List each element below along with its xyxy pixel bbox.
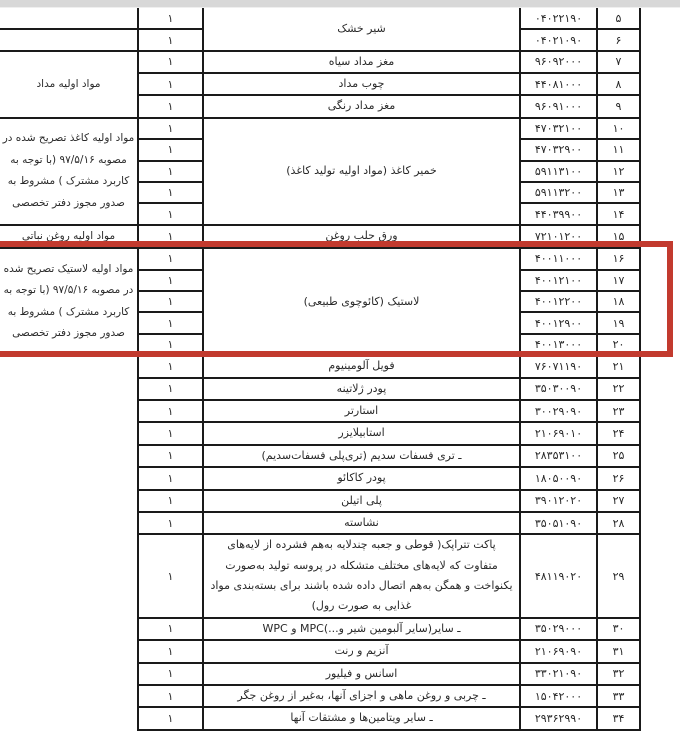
table-row [0,225,640,249]
hs-code-cell: ۵۹۱۱۳۱۰۰ [520,161,597,182]
description-cell: استارتر [203,400,520,422]
table-container [0,8,641,731]
table-row [0,355,640,377]
row-number-cell: ۲۶ [597,467,640,489]
hs-code-cell: ۵۹۱۱۳۲۰۰ [520,182,597,203]
group-note-cell [0,8,138,29]
hs-code-cell: ۲۱۰۶۹۰۱۰ [520,422,597,444]
row-number-cell: ۱۵ [597,225,640,249]
hs-code-cell: ۱۵۰۴۲۰۰۰ [520,685,597,707]
hs-code-cell: ۴۰۰۱۱۰۰۰ [520,248,597,269]
row-number-cell: ۳۲ [597,663,640,685]
hs-code-cell: ۳۵۰۲۹۰۰۰ [520,618,597,640]
hs-code-cell: ۳۹۰۱۲۰۲۰ [520,490,597,512]
count-cell: ۱ [138,29,203,50]
count-cell: ۱ [138,203,203,224]
hs-code-cell: ۴۴۰۸۱۰۰۰ [520,73,597,95]
row-number-cell: ۱۹ [597,312,640,333]
hs-code-cell: ۰۴۰۲۲۱۹۰ [520,8,597,29]
hs-code-cell: ۷۲۱۰۱۲۰۰ [520,225,597,249]
count-cell: ۱ [138,8,203,29]
row-number-cell: ۱۳ [597,182,640,203]
tariff-table [0,8,641,731]
group-note-cell [0,29,138,50]
row-number-cell: ۱۴ [597,203,640,224]
count-cell: ۱ [138,73,203,95]
description-cell: ـ سایر(سایر آلبومین شیر و...)MPC و WPC [203,618,520,640]
row-number-cell: ۲۴ [597,422,640,444]
count-cell: ۱ [138,490,203,512]
hs-code-cell: ۹۶۰۹۱۰۰۰ [520,95,597,117]
description-cell: پودر ژلاتینه [203,378,520,400]
description-cell: پلی اتیلن [203,490,520,512]
count-cell: ۱ [138,291,203,312]
row-number-cell: ۱۲ [597,161,640,182]
hs-code-cell: ۴۸۱۱۹۰۲۰ [520,534,597,617]
description-cell: ورق حلب روغن [203,225,520,249]
description-cell: خمیر کاغذ (مواد اولیه تولید کاغذ) [203,118,520,225]
row-number-cell: ۳۳ [597,685,640,707]
row-number-cell: ۲۲ [597,378,640,400]
description-cell: اسانس و فیلیور [203,663,520,685]
count-cell: ۱ [138,312,203,333]
description-cell: مغز مداد رنگی [203,95,520,117]
count-cell: ۱ [138,225,203,249]
row-number-cell: ۱۷ [597,270,640,291]
row-number-cell: ۷ [597,51,640,73]
page-top-edge [0,0,680,8]
hs-code-cell: ۴۷۰۳۲۹۰۰ [520,139,597,160]
description-cell: لاستیک (کائوچوی طبیعی) [203,248,520,355]
table-row [0,118,640,139]
count-cell: ۱ [138,248,203,269]
group-note-cell [0,355,138,729]
count-cell: ۱ [138,270,203,291]
row-number-cell: ۲۳ [597,400,640,422]
row-number-cell: ۶ [597,29,640,50]
description-cell: ـ تری فسفات سدیم (تری‌پلی فسفات‌سدیم) [203,445,520,467]
hs-code-cell: ۰۴۰۲۱۰۹۰ [520,29,597,50]
count-cell: ۱ [138,422,203,444]
hs-code-cell: ۲۹۳۶۲۹۹۰ [520,707,597,729]
count-cell: ۱ [138,534,203,617]
description-cell: شیر خشک [203,8,520,51]
tariff-table-body [0,8,640,730]
row-number-cell: ۲۰ [597,334,640,355]
table-row [0,51,640,73]
row-number-cell: ۲۹ [597,534,640,617]
row-number-cell: ۳۴ [597,707,640,729]
hs-code-cell: ۳۳۰۲۱۰۹۰ [520,663,597,685]
count-cell: ۱ [138,640,203,662]
count-cell: ۱ [138,618,203,640]
row-number-cell: ۱۰ [597,118,640,139]
hs-code-cell: ۲۱۰۶۹۰۹۰ [520,640,597,662]
hs-code-cell: ۴۰۰۱۳۰۰۰ [520,334,597,355]
description-cell: فویل آلومینیوم [203,355,520,377]
hs-code-cell: ۲۸۳۵۳۱۰۰ [520,445,597,467]
hs-code-cell: ۳۰۰۲۹۰۹۰ [520,400,597,422]
count-cell: ۱ [138,355,203,377]
hs-code-cell: ۴۰۰۱۲۹۰۰ [520,312,597,333]
count-cell: ۱ [138,182,203,203]
count-cell: ۱ [138,663,203,685]
table-row [0,248,640,269]
row-number-cell: ۱۶ [597,248,640,269]
hs-code-cell: ۳۵۰۵۱۰۹۰ [520,512,597,534]
count-cell: ۱ [138,707,203,729]
count-cell: ۱ [138,95,203,117]
row-number-cell: ۳۱ [597,640,640,662]
hs-code-cell: ۱۸۰۵۰۰۹۰ [520,467,597,489]
count-cell: ۱ [138,685,203,707]
description-cell: چوب مداد [203,73,520,95]
row-number-cell: ۵ [597,8,640,29]
description-cell: ـ چربی و روغن ماهی و اجزای آنها، به‌غیر از روغن جگر [203,685,520,707]
group-note-cell: مواد اولیه لاستیک تصریح شده در مصوبه ۹۷/۵/۱۶ (با توجه به کاربرد مشترک ) مشروط به صدور مجوز دفتر تخصصی [0,248,138,355]
description-cell: پاکت تتراپک( قوطی و جعبه چندلایه به‌هم فشرده از لایه‌های متفاوت که لایه‌های مختلف متشکله در پروسه تولید به‌صورت یکنواخت و همگن به‌هم اتصال داده شده باشند برای بسته‌بندی مواد غذایی به صورت رول) [203,534,520,617]
description-cell: آنزیم و رنت [203,640,520,662]
hs-code-cell: ۴۷۰۳۲۱۰۰ [520,118,597,139]
count-cell: ۱ [138,400,203,422]
row-number-cell: ۱۱ [597,139,640,160]
row-number-cell: ۱۸ [597,291,640,312]
count-cell: ۱ [138,378,203,400]
hs-code-cell: ۴۴۰۳۹۹۰۰ [520,203,597,224]
description-cell: ـ سایر ویتامین‌ها و مشتقات آنها [203,707,520,729]
row-number-cell: ۲۷ [597,490,640,512]
description-cell: نشاسته [203,512,520,534]
row-number-cell: ۹ [597,95,640,117]
description-cell: مغز مداد سیاه [203,51,520,73]
hs-code-cell: ۹۶۰۹۲۰۰۰ [520,51,597,73]
count-cell: ۱ [138,51,203,73]
row-number-cell: ۸ [597,73,640,95]
hs-code-cell: ۴۰۰۱۲۲۰۰ [520,291,597,312]
description-cell: پودر کاکائو [203,467,520,489]
description-cell: استابیلایزر [203,422,520,444]
group-note-cell: مواد اولیه مداد [0,51,138,118]
row-number-cell: ۲۸ [597,512,640,534]
hs-code-cell: ۷۶۰۷۱۱۹۰ [520,355,597,377]
group-note-cell: مواد اولیه کاغذ تصریح شده در مصوبه ۹۷/۵/۱۶ (با توجه به کاربرد مشترک ) مشروط به صدور مجوز دفتر تخصصی [0,118,138,225]
hs-code-cell: ۳۵۰۳۰۰۹۰ [520,378,597,400]
count-cell: ۱ [138,512,203,534]
count-cell: ۱ [138,139,203,160]
group-note-cell: مواد اولیه روغن نباتی [0,225,138,249]
count-cell: ۱ [138,445,203,467]
count-cell: ۱ [138,334,203,355]
count-cell: ۱ [138,118,203,139]
row-number-cell: ۳۰ [597,618,640,640]
table-row [0,8,640,29]
count-cell: ۱ [138,467,203,489]
hs-code-cell: ۴۰۰۱۲۱۰۰ [520,270,597,291]
row-number-cell: ۲۱ [597,355,640,377]
count-cell: ۱ [138,161,203,182]
row-number-cell: ۲۵ [597,445,640,467]
